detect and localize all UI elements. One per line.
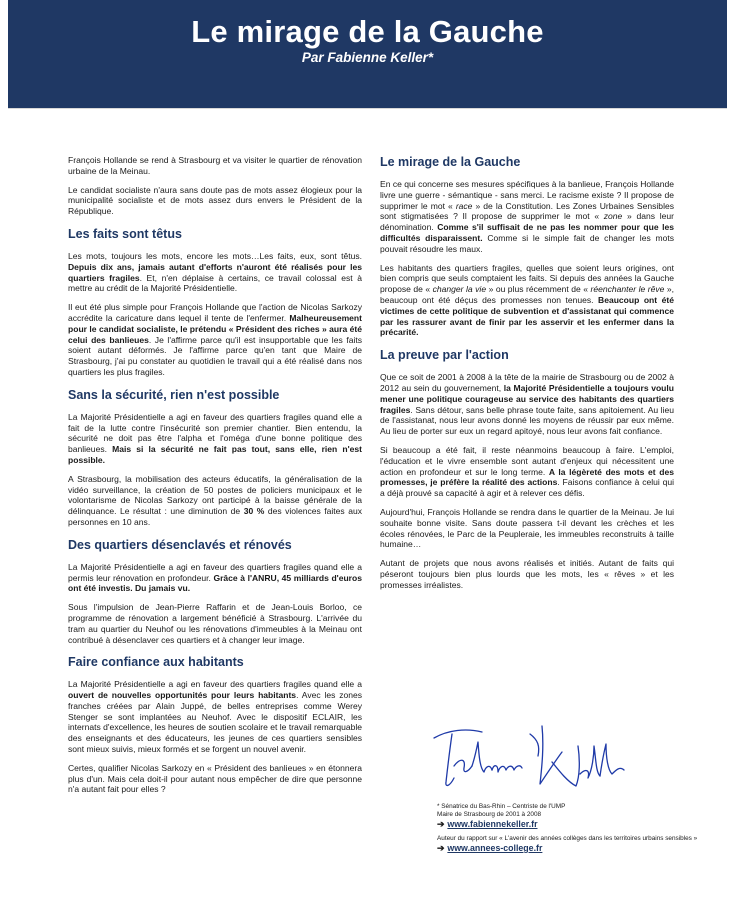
website-link-annees-college[interactable]: ➔ www.annees-college.fr (437, 843, 543, 853)
section-preuve-paragraph-2: Si beaucoup a été fait, il reste néanmoins beaucoup à faire. L'emploi, l'éducation et le vivre ensemble sont autant d'enjeux qui nécessitent une action en profondeur et sur le long terme. A la légèreté des mots et des promesses, je préfère la réalité des actions. Faisons confiance à celui qui a déjà prouvé sa capacité à agir et à relever ces défis. (380, 444, 674, 499)
section-heading-confiance: Faire confiance aux habitants (68, 655, 244, 670)
arrow-right-icon: ➔ (437, 819, 445, 829)
signature-image (430, 716, 630, 798)
author-byline: Par Fabienne Keller* (301, 50, 434, 65)
page-title: Le mirage de la Gauche (191, 14, 544, 49)
header-banner (8, 0, 727, 109)
section-faits-paragraph-2: Il eut été plus simple pour François Hollande que l'action de Nicolas Sarkozy accrédite la caricature dans lequel il tente de l'enfermer. Malheureusement pour le candidat socialiste, le prétendu « Président des riches » aura été celui des banlieues. Je l'affirme parce qu'il est insupportable que les faits soient autant déformés. Je l'affirme parce qu'en tant que Maire de Strasbourg, j'ai pu constater au quotidien le travail qui a été réalisé dans nos quartiers les plus fragiles. (68, 302, 362, 377)
section-heading-securite: Sans la sécurité, rien n'est possible (68, 387, 280, 402)
footer-note-senatrice: * Sénatrice du Bas-Rhin – Centriste de l'UMP (437, 803, 566, 810)
section-heading-mirage: Le mirage de la Gauche (380, 155, 521, 169)
left-column (68, 155, 362, 803)
section-mirage-paragraph-2: Les habitants des quartiers fragiles, quelles que soient leurs origines, ont bien compris que seuls comptaient les faits. Si depuis des années la Gauche propose de « changer la vie » ou plus récemment de « réenchanter le rêve », beaucoup ont été déçus des promesses non tenues. Beaucoup ont été victimes de cette politique de subvention et d'assistanat qui commence par les rassurer avant de finir par les asservir et les enfermer dans la précarité. (380, 262, 674, 338)
section-mirage-paragraph-1: En ce qui concerne ses mesures spécifiques à la banlieue, François Hollande livre une guerre - sémantique - sans merci. Le racisme existe ? Il propose de supprimer le mot « race » de la Constitution. Les Zones Urbaines Sensibles sont stigmatisées ? Il propose de supprimer le mot « zone » dans leur dénomination. Comme s'il suffisait de ne pas les nommer pour que les difficultés disparaissent. Comme si le simple fait de changer les mots pouvait résoudre les maux. (380, 179, 674, 254)
section-preuve-paragraph-4: Autant de projets que nous avons réalisés et initiés. Autant de faits qui péseront toujours bien plus lourds que les mots, les « rêves » et les promesses irréalistes. (380, 558, 674, 590)
intro-paragraph-1: François Hollande se rend à Strasbourg et va visiter le quartier de rénovation urbaine de la Meinau. (68, 155, 362, 176)
section-quartiers-paragraph-2: Sous l'impulsion de Jean-Pierre Raffarin et de Jean-Louis Borloo, ce programme de rénovation a largement bénéficié à Strasbourg. L'arrivée du tram au quartier du Neuhof ou les rénovations d'immeubles à la Meinau ont contribué à désenclaver ces quartiers et à changer leur image. (68, 602, 362, 645)
intro-paragraph-2: Le candidat socialiste n'aura sans doute pas de mots assez élogieux pour la municipalité socialiste et de mots assez durs envers le Président de la République. (68, 184, 362, 217)
section-securite-paragraph-1: La Majorité Présidentielle a agi en faveur des quartiers fragiles quand elle a fait de la lutte contre l'insécurité son premier chantier. Bien entendu, la sécurité ne doit pas être l'alpha et l'oméga d'une bonne politique des banlieues. Mais si la sécurité ne fait pas tout, sans elle, rien n'est possible. (68, 411, 362, 465)
footer-note-maire: Maire de Strasbourg de 2001 à 2008 (437, 811, 542, 818)
footer-note-rapport: Auteur du rapport sur « L'avenir des années collèges dans les territoires urbains sensibles » (437, 835, 698, 842)
section-heading-quartiers: Des quartiers désenclavés et rénovés (68, 537, 292, 552)
section-preuve-paragraph-1: Que ce soit de 2001 à 2008 à la tête de la mairie de Strasbourg ou de 2002 à 2012 au sein du gouvernement, la Majorité Présidentielle a toujours voulu mener une politique courageuse au service des habitants des quartiers fragiles. Sans détour, sans belle phrase toute faite, sans apitoiement. Au lieu de l'assistanat, nous leur avons donné les moyens de réussir par eux même. Au lieu de porter sur eux un regard apitoyé, nous leur avons fait confiance. (380, 372, 674, 437)
section-confiance-paragraph-2: Certes, qualifier Nicolas Sarkozy en « Président des banlieues » en étonnera plus d'un. Mais cela doit-il pour autant nous empêcher de dire que personne n'a autant fait pour elles ? (68, 762, 362, 795)
right-column (380, 155, 674, 599)
author-footer (437, 803, 707, 859)
website-link-fabiennekeller[interactable]: ➔ www.fabiennekeller.fr (437, 819, 538, 829)
section-heading-faits: Les faits sont têtus (68, 226, 182, 241)
section-preuve-paragraph-3: Aujourd'hui, François Hollande se rendra dans le quartier de la Meinau. Je lui souhaite bonne visite. Sans doute passera t-il devant les crèches et les écoles rénovées, le Parc de la Peupleraie, les immeubles reconstruits à taille humaine… (380, 506, 674, 550)
arrow-right-icon: ➔ (437, 843, 445, 853)
section-securite-paragraph-2: A Strasbourg, la mobilisation des acteurs éducatifs, la généralisation de la vidéo surveillance, la création de 50 postes de policiers municipaux et le volontarisme de Nicolas Sarkozy ont participé à la baisse générale de la délinquance. Le résultat : une diminution de 30 % des violences faites aux personnes en 10 ans. (68, 473, 362, 527)
section-heading-preuve: La preuve par l'action (380, 348, 509, 363)
section-faits-paragraph-1: Les mots, toujours les mots, encore les mots…Les faits, eux, sont têtus. Depuis dix ans, jamais autant d'efforts n'auront été réalisés pour les quartiers fragiles. Et, n'en déplaise à certains, ce travail colossal est à mettre au crédit de la Majorité Présidentielle. (68, 250, 362, 294)
section-confiance-paragraph-1: La Majorité Présidentielle a agi en faveur des quartiers fragiles quand elle a ouvert de nouvelles opportunités pour leurs habitants. Avec les zones franches créées par Alain Juppé, de belles entreprises comme Werey Stenger se sont implantées au Neuhof. Avec le dispositif ECLAIR, les internats d'excellence, les heures de soutien scolaire et le travail remarquable des enseignants et des éducateurs, les jeunes de ces quartiers sensibles sont mieux suivis, mieux formés et se forgent un nouvel avenir. (68, 679, 362, 755)
section-quartiers-paragraph-1: La Majorité Présidentielle a agi en faveur des quartiers fragiles quand elle a permis leur rénovation en profondeur. Grâce à l'ANRU, 45 milliards d'euros ont été investis. Du jamais vu. (68, 561, 362, 594)
